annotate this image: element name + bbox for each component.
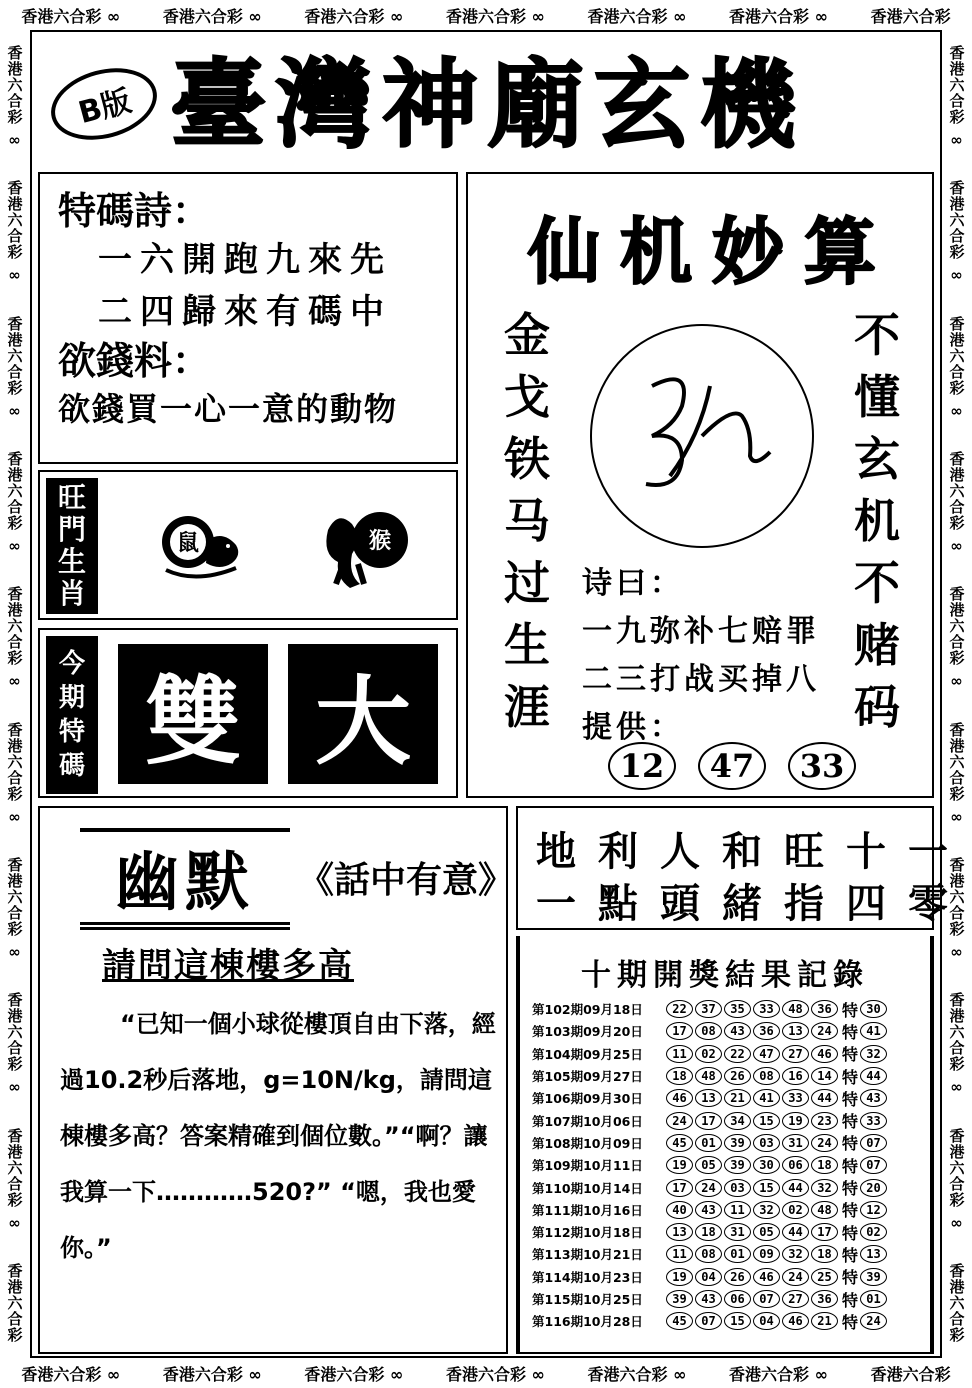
result-number: 21 <box>724 1089 751 1107</box>
border-label: 香港六合彩 ∞ <box>5 856 24 963</box>
result-number: 01 <box>695 1134 722 1152</box>
border-label: 香港六合彩 ∞ <box>729 1364 828 1384</box>
saying-row <box>536 872 948 929</box>
result-number: 39 <box>724 1156 751 1174</box>
result-row <box>532 1065 932 1087</box>
saying-char: 零 <box>908 880 948 927</box>
result-draw-label: 第106期09月30日 <box>532 1091 643 1107</box>
border-label: 香港六合彩 ∞ <box>947 450 966 557</box>
special-marker: 特 <box>842 1312 859 1332</box>
result-number: 11 <box>724 1201 751 1219</box>
result-special-number: 20 <box>860 1179 887 1197</box>
result-row <box>532 1087 932 1109</box>
result-number: 39 <box>666 1290 693 1308</box>
verse-char: 不 <box>854 556 900 610</box>
result-number: 45 <box>666 1134 693 1152</box>
result-number: 27 <box>782 1290 809 1308</box>
border-label: 香港六合彩 ∞ <box>5 180 24 286</box>
result-number: 08 <box>695 1245 722 1263</box>
border-label: 香港六合彩 <box>870 6 951 26</box>
result-row <box>532 1243 932 1265</box>
result-number: 04 <box>695 1268 722 1286</box>
border-label: 香港六合彩 ∞ <box>445 6 545 26</box>
special-marker: 特 <box>842 1179 859 1199</box>
result-number: 09 <box>753 1245 780 1263</box>
border-label: 香港六合彩 ∞ <box>5 721 24 827</box>
saying-char: 頭 <box>660 880 700 927</box>
left-vertical-verse <box>504 304 550 738</box>
humor-panel <box>38 806 515 1354</box>
verse-char: 铁 <box>504 432 550 486</box>
border-label: 香港六合彩 ∞ <box>587 1364 687 1384</box>
border-bottom <box>0 1358 972 1388</box>
result-number: 36 <box>753 1022 780 1040</box>
special-marker: 特 <box>842 1022 859 1042</box>
result-number: 36 <box>811 1000 838 1018</box>
result-number: 33 <box>753 1000 780 1018</box>
result-number: 16 <box>782 1067 809 1085</box>
special-marker: 特 <box>842 1067 859 1087</box>
zodiac-label-char: 門 <box>57 513 86 546</box>
humor-text: “已知一個小球從樓頂自由下落，經過10.2秒后落地，g=10N/kg，請問這棟樓多高？答案精確到個位數。”“啊？讓我算一下…………520?” “嗯，我也愛你。” <box>60 1010 496 1262</box>
result-number: 14 <box>811 1067 838 1085</box>
verse-char: 戈 <box>504 370 550 424</box>
result-draw-label: 第107期10月06日 <box>532 1113 643 1129</box>
result-number: 30 <box>753 1156 780 1174</box>
humor-title: 幽默 <box>80 828 290 930</box>
result-number: 25 <box>811 1268 838 1286</box>
result-number: 47 <box>753 1045 780 1063</box>
provide-label: 提供： <box>582 710 684 745</box>
result-number: 15 <box>724 1312 751 1330</box>
result-number: 41 <box>753 1089 780 1107</box>
saying-char: 一 <box>536 880 576 927</box>
result-row <box>532 1266 932 1288</box>
result-number: 18 <box>811 1245 838 1263</box>
verse-char: 马 <box>504 494 550 548</box>
result-special-number: 24 <box>860 1312 887 1330</box>
result-special-number: 13 <box>860 1245 887 1263</box>
zodiac-label-char: 肖 <box>57 577 86 610</box>
result-special-number: 07 <box>860 1134 887 1152</box>
result-number: 06 <box>724 1290 751 1308</box>
rat-icon <box>158 500 248 590</box>
verse-char: 生 <box>504 618 550 672</box>
verse-char: 涯 <box>504 680 550 734</box>
border-label: 香港六合彩 ∞ <box>21 6 121 26</box>
special-marker: 特 <box>842 1223 859 1243</box>
result-special-number: 33 <box>860 1112 887 1130</box>
result-row <box>532 998 932 1020</box>
result-special-number: 44 <box>860 1067 887 1085</box>
special-marker: 特 <box>842 1045 859 1065</box>
result-number: 26 <box>724 1067 751 1085</box>
special-label-char: 今 <box>58 649 85 679</box>
border-label: 香港六合彩 ∞ <box>21 1364 121 1384</box>
rat-char: 鼠 <box>176 530 200 556</box>
xian-panel <box>466 172 934 798</box>
special-marker: 特 <box>842 1112 859 1132</box>
result-number: 11 <box>666 1045 693 1063</box>
result-number: 01 <box>724 1245 751 1263</box>
result-row <box>532 1132 932 1154</box>
result-special-number: 43 <box>860 1089 887 1107</box>
provided-numbers <box>608 742 856 790</box>
result-row <box>532 1310 932 1332</box>
result-draw-label: 第112期10月18日 <box>532 1225 643 1241</box>
result-draw-label: 第110期10月14日 <box>532 1180 643 1196</box>
border-right <box>942 30 972 1358</box>
special-tile-big: 大 <box>288 644 438 784</box>
calligraphy-circle <box>590 324 814 548</box>
result-number: 46 <box>811 1045 838 1063</box>
poem-heading: 特碼詩： <box>58 188 211 233</box>
result-number: 18 <box>811 1156 838 1174</box>
result-number: 13 <box>666 1223 693 1241</box>
border-label: 香港六合彩 ∞ <box>947 315 966 421</box>
border-label: 香港六合彩 ∞ <box>5 45 24 151</box>
result-draw-label: 第113期10月21日 <box>532 1247 643 1263</box>
saying-char: 指 <box>784 880 824 927</box>
result-number: 08 <box>695 1022 722 1040</box>
border-label: 香港六合彩 ∞ <box>304 6 404 26</box>
border-label: 香港六合彩 ∞ <box>445 1364 545 1384</box>
border-label: 香港六合彩 ∞ <box>5 1127 24 1233</box>
calligraphy-icon <box>592 326 812 546</box>
border-label: 香港六合彩 ∞ <box>304 1364 404 1384</box>
result-number: 07 <box>695 1312 722 1330</box>
result-number: 32 <box>753 1201 780 1219</box>
xian-title: 仙机妙算 <box>528 209 897 294</box>
result-number: 48 <box>811 1201 838 1219</box>
zodiac-panel <box>38 470 458 620</box>
result-row <box>532 1109 932 1131</box>
saying-char: 四 <box>846 880 886 927</box>
result-row <box>532 1199 932 1221</box>
saying-char: 一 <box>908 828 948 875</box>
result-number: 35 <box>724 1000 751 1018</box>
border-label: 香港六合彩 <box>870 1364 951 1384</box>
special-marker: 特 <box>842 1268 859 1288</box>
result-special-number: 32 <box>860 1045 887 1063</box>
result-number: 48 <box>782 1000 809 1018</box>
special-tile-even: 雙 <box>118 644 268 784</box>
special-label-char: 特 <box>58 717 85 747</box>
result-draw-label: 第104期09月25日 <box>532 1046 643 1062</box>
result-draw-label: 第102期09月18日 <box>532 1002 643 1018</box>
result-number: 40 <box>666 1201 693 1219</box>
verse-char: 懂 <box>854 370 900 424</box>
verse-line: 一九弥补七赔罪 <box>582 614 820 649</box>
result-number: 46 <box>753 1268 780 1286</box>
result-number: 04 <box>753 1312 780 1330</box>
number-ball: 12 <box>608 742 676 790</box>
result-number: 43 <box>695 1290 722 1308</box>
border-label: 香港六合彩 ∞ <box>947 1127 966 1233</box>
result-row <box>532 1043 932 1065</box>
result-number: 06 <box>782 1156 809 1174</box>
right-vertical-verse <box>854 304 900 738</box>
result-number: 03 <box>753 1134 780 1152</box>
saying-char: 點 <box>598 880 638 927</box>
page-title: 臺灣神廟玄機 <box>170 48 806 161</box>
result-number: 18 <box>695 1223 722 1241</box>
result-number: 17 <box>695 1112 722 1130</box>
zodiac-label-char: 生 <box>57 545 86 578</box>
result-row <box>532 1020 932 1042</box>
special-marker: 特 <box>842 1201 859 1221</box>
result-number: 24 <box>782 1268 809 1286</box>
special-marker: 特 <box>842 1290 859 1310</box>
verse-line: 二三打战买掉八 <box>582 662 820 697</box>
result-number: 43 <box>724 1022 751 1040</box>
result-number: 43 <box>695 1201 722 1219</box>
result-row <box>532 1176 932 1198</box>
border-label: 香港六合彩 ∞ <box>162 1364 262 1384</box>
result-number: 11 <box>666 1245 693 1263</box>
result-special-number: 02 <box>860 1223 887 1241</box>
saying-char: 十 <box>846 828 886 875</box>
result-number: 24 <box>811 1134 838 1152</box>
result-row <box>532 1288 932 1310</box>
result-number: 08 <box>753 1067 780 1085</box>
saying-char: 和 <box>722 828 762 875</box>
special-marker: 特 <box>842 1089 859 1109</box>
result-number: 22 <box>724 1045 751 1063</box>
verse-block <box>582 560 820 752</box>
verse-char: 机 <box>854 494 900 548</box>
result-number: 48 <box>695 1067 722 1085</box>
result-draw-label: 第105期09月27日 <box>532 1069 643 1085</box>
saying-char: 人 <box>660 828 700 875</box>
border-label: 香港六合彩 ∞ <box>729 6 828 26</box>
result-number: 32 <box>811 1179 838 1197</box>
monkey-char: 猴 <box>368 528 392 554</box>
verse-char: 不 <box>854 308 900 362</box>
riddle-heading: 欲錢料： <box>58 338 211 383</box>
result-number: 17 <box>666 1179 693 1197</box>
border-label: 香港六合彩 ∞ <box>947 45 966 151</box>
result-number: 13 <box>695 1089 722 1107</box>
results-title: 十期開獎結果記錄 <box>581 958 869 993</box>
header <box>40 40 932 160</box>
result-number: 19 <box>782 1112 809 1130</box>
border-label: 香港六合彩 ∞ <box>5 450 24 557</box>
riddle-line: 欲錢買一心一意的動物 <box>58 390 399 428</box>
result-number: 36 <box>811 1290 838 1308</box>
humor-question: 請問這棟樓多高 <box>102 946 354 986</box>
monkey-icon <box>322 500 412 590</box>
zodiac-label <box>46 478 98 614</box>
border-label: 香港六合彩 ∞ <box>947 856 966 963</box>
special-marker: 特 <box>842 1134 859 1154</box>
border-label: 香港六合彩 ∞ <box>5 315 24 421</box>
result-number: 44 <box>782 1179 809 1197</box>
result-number: 19 <box>666 1268 693 1286</box>
border-label: 香港六合彩 ∞ <box>5 992 24 1098</box>
result-number: 17 <box>666 1022 693 1040</box>
result-number: 02 <box>782 1201 809 1219</box>
border-label: 香港六合彩 <box>947 1262 966 1343</box>
result-number: 34 <box>724 1112 751 1130</box>
edition-badge: B版 <box>43 57 165 151</box>
result-special-number: 12 <box>860 1201 887 1219</box>
poem-panel <box>38 172 458 464</box>
border-label: 香港六合彩 ∞ <box>587 6 687 26</box>
result-draw-label: 第114期10月23日 <box>532 1269 643 1285</box>
special-marker: 特 <box>842 1245 859 1265</box>
number-ball: 47 <box>698 742 766 790</box>
result-number: 44 <box>811 1089 838 1107</box>
saying-char: 旺 <box>784 828 824 875</box>
poem-line: 二四歸來有碼中 <box>98 292 392 332</box>
border-left <box>0 30 30 1358</box>
results-list <box>532 998 932 1332</box>
special-label-char: 碼 <box>58 751 85 781</box>
special-marker: 特 <box>842 1156 859 1176</box>
border-label: 香港六合彩 ∞ <box>947 180 966 286</box>
result-number: 32 <box>782 1245 809 1263</box>
result-draw-label: 第111期10月16日 <box>532 1202 643 1218</box>
result-number: 37 <box>695 1000 722 1018</box>
result-number: 17 <box>811 1223 838 1241</box>
saying-panel <box>516 806 948 930</box>
result-draw-label: 第108期10月09日 <box>532 1135 643 1151</box>
verse-char: 金 <box>504 308 550 362</box>
result-number: 15 <box>753 1179 780 1197</box>
result-number: 46 <box>782 1312 809 1330</box>
verse-char: 码 <box>854 680 900 734</box>
result-number: 33 <box>782 1089 809 1107</box>
special-marker: 特 <box>842 1000 859 1020</box>
saying-char: 地 <box>536 828 576 875</box>
results-panel <box>516 936 934 1354</box>
result-number: 31 <box>782 1134 809 1152</box>
result-number: 15 <box>753 1112 780 1130</box>
result-number: 13 <box>782 1022 809 1040</box>
result-number: 02 <box>695 1045 722 1063</box>
result-draw-label: 第116期10月28日 <box>532 1314 643 1330</box>
result-special-number: 07 <box>860 1156 887 1174</box>
result-number: 31 <box>724 1223 751 1241</box>
result-number: 46 <box>666 1089 693 1107</box>
result-number: 23 <box>811 1112 838 1130</box>
saying-char: 利 <box>598 828 638 875</box>
result-draw-label: 第103期09月20日 <box>532 1024 643 1040</box>
border-top <box>0 0 972 30</box>
result-number: 21 <box>811 1312 838 1330</box>
result-number: 26 <box>724 1268 751 1286</box>
result-number: 24 <box>666 1112 693 1130</box>
border-label: 香港六合彩 ∞ <box>947 586 966 692</box>
special-label <box>46 636 98 794</box>
result-special-number: 30 <box>860 1000 887 1018</box>
poem-line: 一六開跑九來先 <box>98 240 392 280</box>
result-number: 18 <box>666 1067 693 1085</box>
result-number: 07 <box>753 1290 780 1308</box>
result-number: 44 <box>782 1223 809 1241</box>
verse-char: 玄 <box>854 432 900 486</box>
verse-char: 赌 <box>854 618 900 672</box>
humor-subtitle: 《話中有意》 <box>298 860 515 901</box>
result-number: 22 <box>666 1000 693 1018</box>
result-draw-label: 第115期10月25日 <box>532 1292 643 1307</box>
special-label-char: 期 <box>58 683 85 713</box>
border-label: 香港六合彩 ∞ <box>947 721 966 827</box>
border-label: 香港六合彩 ∞ <box>162 6 262 26</box>
verse-char: 过 <box>504 556 550 610</box>
result-special-number: 41 <box>860 1022 887 1040</box>
zodiac-label-char: 旺 <box>57 481 86 514</box>
special-panel <box>38 628 458 798</box>
result-number: 24 <box>695 1179 722 1197</box>
number-ball: 33 <box>788 742 856 790</box>
result-number: 27 <box>782 1045 809 1063</box>
saying-row <box>536 820 948 877</box>
border-label: 香港六合彩 ∞ <box>5 586 24 692</box>
result-special-number: 01 <box>860 1290 887 1308</box>
result-number: 24 <box>811 1022 838 1040</box>
border-label: 香港六合彩 ∞ <box>947 992 966 1098</box>
verse-heading: 诗曰： <box>582 566 684 601</box>
result-row <box>532 1154 932 1176</box>
result-number: 45 <box>666 1312 693 1330</box>
border-label: 香港六合彩 <box>5 1262 24 1343</box>
result-row <box>532 1221 932 1243</box>
result-number: 05 <box>753 1223 780 1241</box>
result-number: 03 <box>724 1179 751 1197</box>
result-special-number: 39 <box>860 1268 887 1286</box>
result-number: 39 <box>724 1134 751 1152</box>
result-draw-label: 第109期10月11日 <box>532 1158 643 1174</box>
result-number: 05 <box>695 1156 722 1174</box>
result-number: 19 <box>666 1156 693 1174</box>
saying-char: 緒 <box>722 880 762 927</box>
